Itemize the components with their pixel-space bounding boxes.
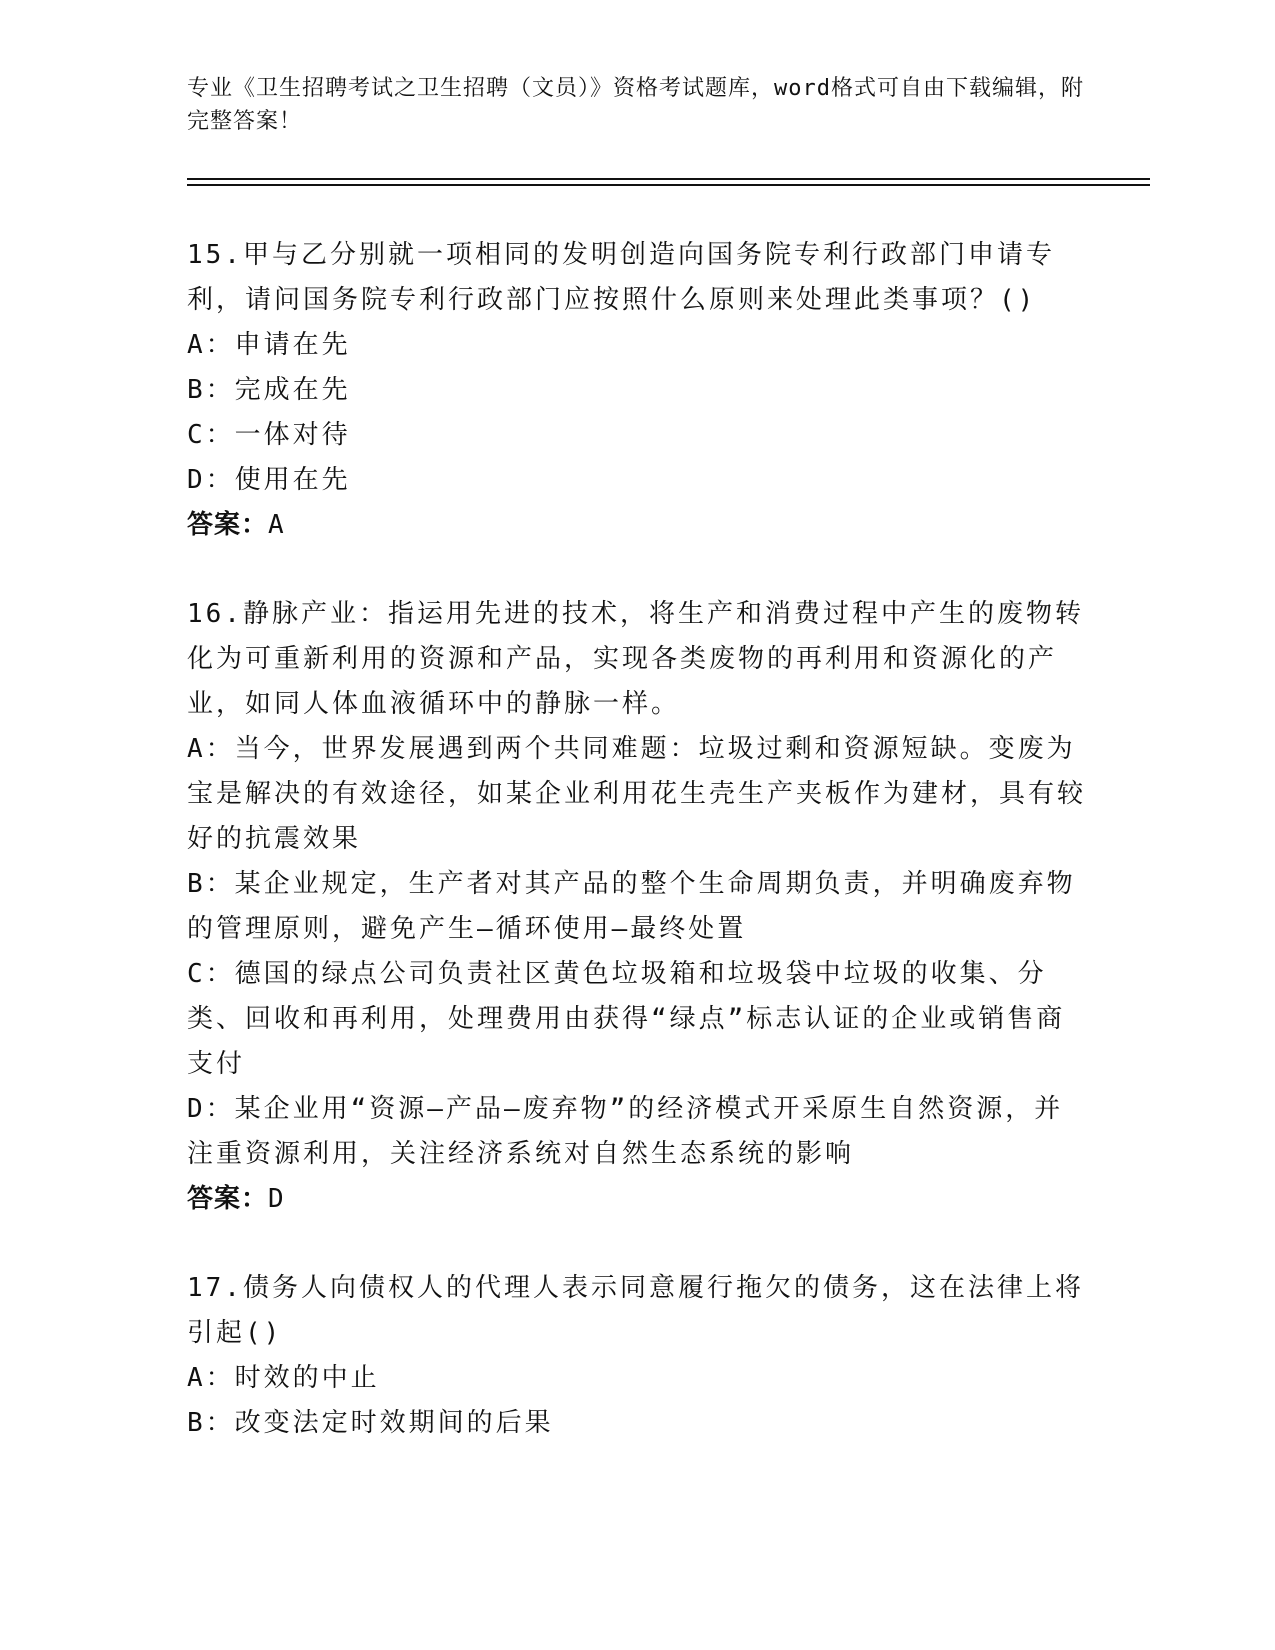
option-c: C：德国的绿点公司负责社区黄色垃圾箱和垃圾袋中垃圾的收集、分类、回收和再利用，处理费用由获得“绿点”标志认证的企业或销售商支付 (187, 959, 1066, 1079)
answer-value: A (268, 510, 285, 540)
answer-label: 答案： (187, 510, 269, 540)
question-15 (187, 233, 1087, 548)
option-a: A：当今，世界发展遇到两个共同难题：垃圾过剩和资源短缺。变废为宝是解决的有效途径，如某企业利用花生壳生产夹板作为建材，具有较好的抗震效果 (187, 734, 1087, 854)
option-c: C：一体对待 (187, 420, 351, 450)
option-a: A：申请在先 (187, 330, 351, 360)
option-a: A：时效的中止 (187, 1363, 380, 1393)
document-intro: 专业《卫生招聘考试之卫生招聘（文员）》资格考试题库，word格式可自由下载编辑，附完整答案！ (187, 76, 1084, 134)
question-stem: 17.债务人向债权人的代理人表示同意履行拖欠的债务，这在法律上将引起() (187, 1273, 1084, 1348)
question-stem: 15.甲与乙分别就一项相同的发明创造向国务院专利行政部门申请专利，请问国务院专利行政部门应按照什么原则来处理此类事项？() (187, 240, 1055, 315)
answer-value: D (268, 1184, 285, 1214)
answer-line (187, 503, 1087, 548)
option-d: D：使用在先 (187, 465, 351, 495)
answer-line (187, 1177, 1087, 1222)
header-divider-bottom (187, 184, 1150, 186)
question-stem: 16.静脉产业：指运用先进的技术，将生产和消费过程中产生的废物转化为可重新利用的资源和产品，实现各类废物的再利用和资源化的产业，如同人体血液循环中的静脉一样。 (187, 599, 1084, 719)
answer-label: 答案： (187, 1184, 269, 1214)
question-16 (187, 592, 1087, 1222)
question-list (187, 233, 1087, 1490)
option-b: B：某企业规定，生产者对其产品的整个生命周期负责，并明确废弃物的管理原则，避免产生—循环使用—最终处置 (187, 869, 1076, 944)
question-17 (187, 1266, 1087, 1446)
option-b: B：改变法定时效期间的后果 (187, 1408, 554, 1438)
option-b: B：完成在先 (187, 375, 351, 405)
option-d: D：某企业用“资源—产品—废弃物”的经济模式开采原生自然资源，并注重资源利用，关注经济系统对自然生态系统的影响 (187, 1094, 1064, 1169)
header-divider-top (187, 178, 1150, 180)
